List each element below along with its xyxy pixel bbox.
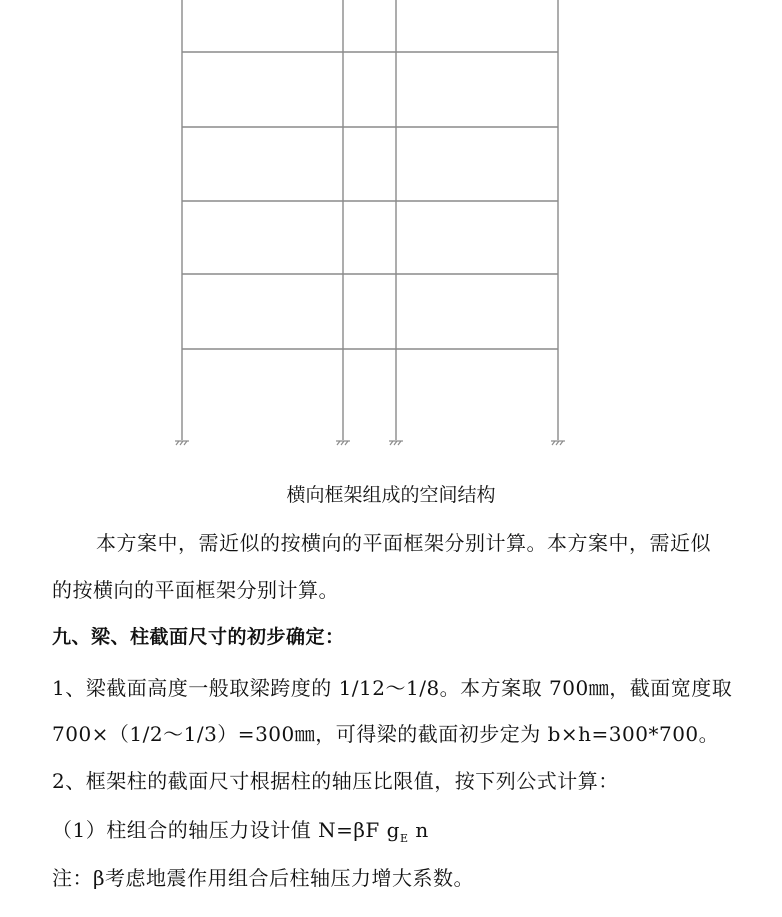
formula-subscript: E [399,832,409,845]
paragraph-line: 2、框架柱的截面尺寸根据柱的轴压比限值，按下列公式计算： [52,769,619,793]
formula-suffix: n [408,818,429,842]
fixed-support-icon [336,441,350,445]
paragraph-line: 的按横向的平面框架分别计算。 [52,578,339,602]
figure-caption: 横向框架组成的空间结构 [286,484,496,506]
section-heading: 九、梁、柱截面尺寸的初步确定： [52,626,345,648]
note-line: 注：β考虑地震作用组合后柱轴压力增大系数。 [52,866,475,890]
formula-prefix: （1）柱组合的轴压力设计值 N=βF g [52,818,400,842]
paragraph-line: 本方案中，需近似的按横向的平面框架分别计算。本方案中，需近似 [96,531,711,555]
fixed-support-icon [175,441,189,445]
paragraph-line: 1、梁截面高度一般取梁跨度的 1/12～1/8。本方案取 700㎜，截面宽度取 [52,676,733,700]
fixed-support-icon [389,441,403,445]
paragraph-line: 700×（1/2～1/3）=300㎜，可得梁的截面初步定为 b×h=300*700。 [52,722,720,746]
fixed-support-icon [551,441,565,445]
formula-line [52,818,429,851]
